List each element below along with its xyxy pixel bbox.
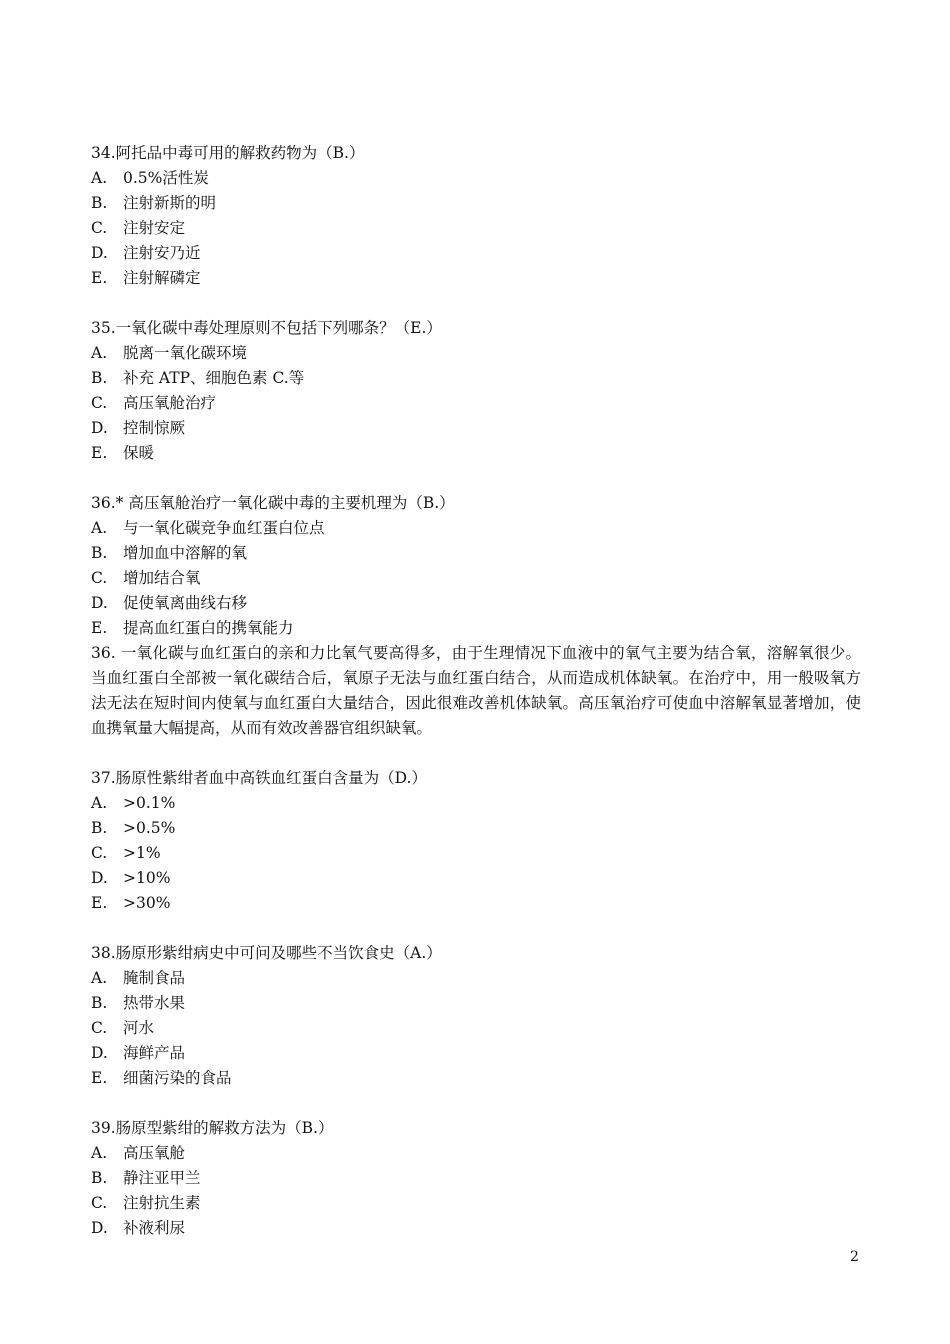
question-title: 38.肠原形紫绀病史中可问及哪些不当饮食史（A.） [91, 944, 442, 962]
option-text: 热带水果 [123, 994, 186, 1012]
option-text: 静注亚甲兰 [123, 1169, 201, 1187]
option-letter: E. [91, 1069, 108, 1087]
option-text: 0.5%活性炭 [123, 169, 209, 187]
option-text: 注射抗生素 [123, 1194, 201, 1212]
option-b [91, 816, 861, 841]
option-letter: E. [91, 269, 108, 287]
option-c [91, 391, 861, 416]
option-letter: B. [91, 194, 108, 212]
option-d [91, 1041, 861, 1066]
option-letter: D. [91, 1219, 108, 1237]
option-text: 增加结合氧 [123, 569, 201, 587]
option-letter: B. [91, 369, 108, 387]
option-d [91, 1216, 861, 1241]
option-a [91, 166, 861, 191]
option-a [91, 966, 861, 991]
option-c [91, 216, 861, 241]
option-letter: B. [91, 819, 108, 837]
option-text: 补液利尿 [123, 1219, 186, 1237]
question-list [91, 141, 861, 1241]
option-letter: E. [91, 619, 108, 637]
option-b [91, 1166, 861, 1191]
option-letter: B. [91, 994, 108, 1012]
question-title: 34.阿托品中毒可用的解救药物为（B.） [91, 144, 365, 162]
option-letter: C. [91, 219, 108, 237]
page-number: 2 [850, 1249, 859, 1265]
option-text: 河水 [123, 1019, 155, 1037]
option-text: 注射新斯的明 [123, 194, 217, 212]
option-letter: A. [91, 969, 108, 987]
option-letter: C. [91, 569, 108, 587]
option-e [91, 616, 861, 641]
option-a [91, 516, 861, 541]
question-title: 37.肠原性紫绀者血中高铁血红蛋白含量为（D.） [91, 769, 427, 787]
option-text: 注射安定 [123, 219, 186, 237]
question-38 [91, 941, 861, 1091]
option-b [91, 991, 861, 1016]
option-a [91, 1141, 861, 1166]
option-d [91, 416, 861, 441]
option-letter: D. [91, 869, 108, 887]
question-37 [91, 766, 861, 916]
option-letter: D. [91, 419, 108, 437]
option-e [91, 891, 861, 916]
question-34 [91, 141, 861, 291]
option-text: >30% [123, 894, 171, 912]
option-text: 注射安乃近 [123, 244, 201, 262]
option-letter: D. [91, 594, 108, 612]
question-title: 35.一氧化碳中毒处理原则不包括下列哪条？（E.） [91, 319, 442, 337]
option-letter: C. [91, 1019, 108, 1037]
option-letter: A. [91, 519, 108, 537]
option-d [91, 591, 861, 616]
option-e [91, 1066, 861, 1091]
option-text: >10% [123, 869, 171, 887]
option-e [91, 441, 861, 466]
option-letter: A. [91, 169, 108, 187]
option-letter: E. [91, 444, 108, 462]
option-d [91, 241, 861, 266]
question-39 [91, 1116, 861, 1241]
option-a [91, 341, 861, 366]
option-b [91, 366, 861, 391]
option-text: 高压氧舱 [123, 1144, 186, 1162]
option-text: 促使氧离曲线右移 [123, 594, 248, 612]
option-c [91, 566, 861, 591]
option-text: 细菌污染的食品 [123, 1069, 232, 1087]
option-text: 注射解磷定 [123, 269, 201, 287]
option-text: 增加血中溶解的氧 [123, 544, 248, 562]
option-text: 腌制食品 [123, 969, 186, 987]
option-c [91, 841, 861, 866]
option-e [91, 266, 861, 291]
option-text: 补充 ATP、细胞色素 C.等 [123, 369, 305, 387]
option-text: 海鲜产品 [123, 1044, 186, 1062]
option-text: 与一氧化碳竞争血红蛋白位点 [123, 519, 325, 537]
option-letter: B. [91, 544, 108, 562]
option-text: 控制惊厥 [123, 419, 186, 437]
option-letter: E. [91, 894, 108, 912]
question-title: 36.* 高压氧舱治疗一氧化碳中毒的主要机理为（B.） [91, 494, 455, 512]
option-text: 保暖 [123, 444, 155, 462]
option-d [91, 866, 861, 891]
option-text: 高压氧舱治疗 [123, 394, 217, 412]
question-36 [91, 491, 861, 741]
option-text: 提高血红蛋白的携氧能力 [123, 619, 294, 637]
option-letter: D. [91, 244, 108, 262]
option-text: >1% [123, 844, 161, 862]
option-b [91, 191, 861, 216]
option-letter: C. [91, 1194, 108, 1212]
question-35 [91, 316, 861, 466]
option-letter: A. [91, 1144, 108, 1162]
option-text: >0.5% [123, 819, 176, 837]
option-letter: D. [91, 1044, 108, 1062]
option-c [91, 1016, 861, 1041]
option-letter: A. [91, 344, 108, 362]
option-letter: A. [91, 794, 108, 812]
option-letter: C. [91, 844, 108, 862]
answer-explanation: 36. 一氧化碳与血红蛋白的亲和力比氧气要高得多，由于生理情况下血液中的氧气主要为结合氧，溶解氧很少。当血红蛋白全部被一氧化碳结合后，氧原子无法与血红蛋白结合，从而造成机体缺氧。在治疗中，用一般吸氧方法无法在短时间内使氧与血红蛋白大量结合，因此很难改善机体缺氧。高压氧治疗可使血中溶解氧显著增加，使血携氧量大幅提高，从而有效改善器官组织缺氧。 [91, 644, 861, 737]
option-text: >0.1% [123, 794, 176, 812]
option-letter: B. [91, 1169, 108, 1187]
question-title: 39.肠原型紫绀的解救方法为（B.） [91, 1119, 334, 1137]
option-a [91, 791, 861, 816]
option-letter: C. [91, 394, 108, 412]
option-b [91, 541, 861, 566]
option-text: 脱离一氧化碳环境 [123, 344, 248, 362]
option-c [91, 1191, 861, 1216]
